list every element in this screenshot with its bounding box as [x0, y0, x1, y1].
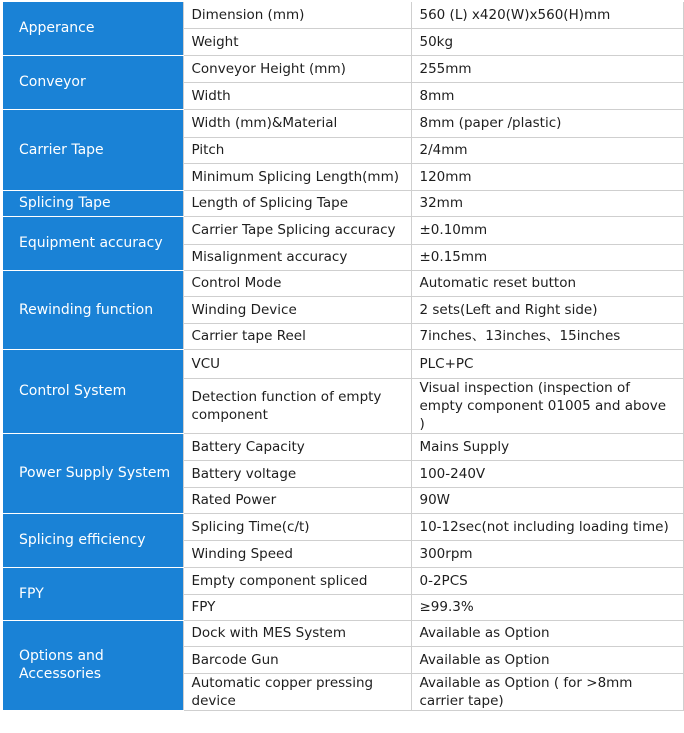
- category-cell: Splicing Tape: [3, 190, 183, 216]
- value-cell: 8mm (paper /plastic): [411, 109, 683, 137]
- value-cell: Available as Option: [411, 620, 683, 646]
- parameter-cell: Battery Capacity: [183, 433, 411, 460]
- parameter-cell: Detection function of empty component: [183, 378, 411, 433]
- spec-row: [3, 216, 683, 244]
- value-cell: 2/4mm: [411, 137, 683, 163]
- parameter-cell: Width: [183, 82, 411, 109]
- parameter-cell: Minimum Splicing Length(mm): [183, 163, 411, 190]
- spec-row: [3, 567, 683, 594]
- parameter-cell: Weight: [183, 28, 411, 55]
- value-cell: 50kg: [411, 28, 683, 55]
- spec-row: [3, 620, 683, 646]
- parameter-cell: Dock with MES System: [183, 620, 411, 646]
- value-cell: 100-240V: [411, 460, 683, 487]
- value-cell: ≥99.3%: [411, 594, 683, 620]
- parameter-cell: Splicing Time(c/t): [183, 513, 411, 540]
- parameter-cell: FPY: [183, 594, 411, 620]
- value-cell: 10-12sec(not including loading time): [411, 513, 683, 540]
- spec-row: [3, 270, 683, 296]
- value-cell: 560 (L) x420(W)x560(H)mm: [411, 2, 683, 28]
- parameter-cell: VCU: [183, 349, 411, 378]
- category-cell: Apperance: [3, 2, 183, 55]
- parameter-cell: Carrier Tape Splicing accuracy: [183, 216, 411, 244]
- spec-row: [3, 513, 683, 540]
- spec-row: [3, 109, 683, 137]
- value-cell: 90W: [411, 487, 683, 513]
- value-cell: 255mm: [411, 55, 683, 82]
- value-cell: PLC+PC: [411, 349, 683, 378]
- parameter-cell: Rated Power: [183, 487, 411, 513]
- value-cell: 32mm: [411, 190, 683, 216]
- spec-row: [3, 349, 683, 378]
- value-cell: Mains Supply: [411, 433, 683, 460]
- category-cell: Options and Accessories: [3, 620, 183, 710]
- value-cell: 120mm: [411, 163, 683, 190]
- value-cell: ±0.15mm: [411, 244, 683, 270]
- value-cell: 7inches、13inches、15inches: [411, 323, 683, 349]
- category-cell: Conveyor: [3, 55, 183, 109]
- category-cell: FPY: [3, 567, 183, 620]
- value-cell: Visual inspection (inspection of empty component 01005 and above ): [411, 378, 683, 433]
- parameter-cell: Conveyor Height (mm): [183, 55, 411, 82]
- value-cell: Automatic reset button: [411, 270, 683, 296]
- category-cell: Rewinding function: [3, 270, 183, 349]
- category-cell: Equipment accuracy: [3, 216, 183, 270]
- parameter-cell: Empty component spliced: [183, 567, 411, 594]
- value-cell: 0-2PCS: [411, 567, 683, 594]
- parameter-cell: Winding Speed: [183, 540, 411, 567]
- parameter-cell: Length of Splicing Tape: [183, 190, 411, 216]
- parameter-cell: Dimension (mm): [183, 2, 411, 28]
- value-cell: 2 sets(Left and Right side): [411, 296, 683, 323]
- value-cell: Available as Option: [411, 646, 683, 673]
- parameter-cell: Pitch: [183, 137, 411, 163]
- spec-row: [3, 433, 683, 460]
- parameter-cell: Winding Device: [183, 296, 411, 323]
- value-cell: Available as Option ( for >8mm carrier tape): [411, 673, 683, 710]
- spec-row: [3, 55, 683, 82]
- value-cell: 300rpm: [411, 540, 683, 567]
- category-cell: Splicing efficiency: [3, 513, 183, 567]
- parameter-cell: Carrier tape Reel: [183, 323, 411, 349]
- spec-table: [3, 2, 684, 711]
- category-cell: Control System: [3, 349, 183, 433]
- parameter-cell: Width (mm)&Material: [183, 109, 411, 137]
- parameter-cell: Automatic copper pressing device: [183, 673, 411, 710]
- value-cell: ±0.10mm: [411, 216, 683, 244]
- spec-row: [3, 190, 683, 216]
- category-cell: Carrier Tape: [3, 109, 183, 190]
- parameter-cell: Barcode Gun: [183, 646, 411, 673]
- value-cell: 8mm: [411, 82, 683, 109]
- category-cell: Power Supply System: [3, 433, 183, 513]
- parameter-cell: Battery voltage: [183, 460, 411, 487]
- parameter-cell: Misalignment accuracy: [183, 244, 411, 270]
- parameter-cell: Control Mode: [183, 270, 411, 296]
- spec-row: [3, 2, 683, 28]
